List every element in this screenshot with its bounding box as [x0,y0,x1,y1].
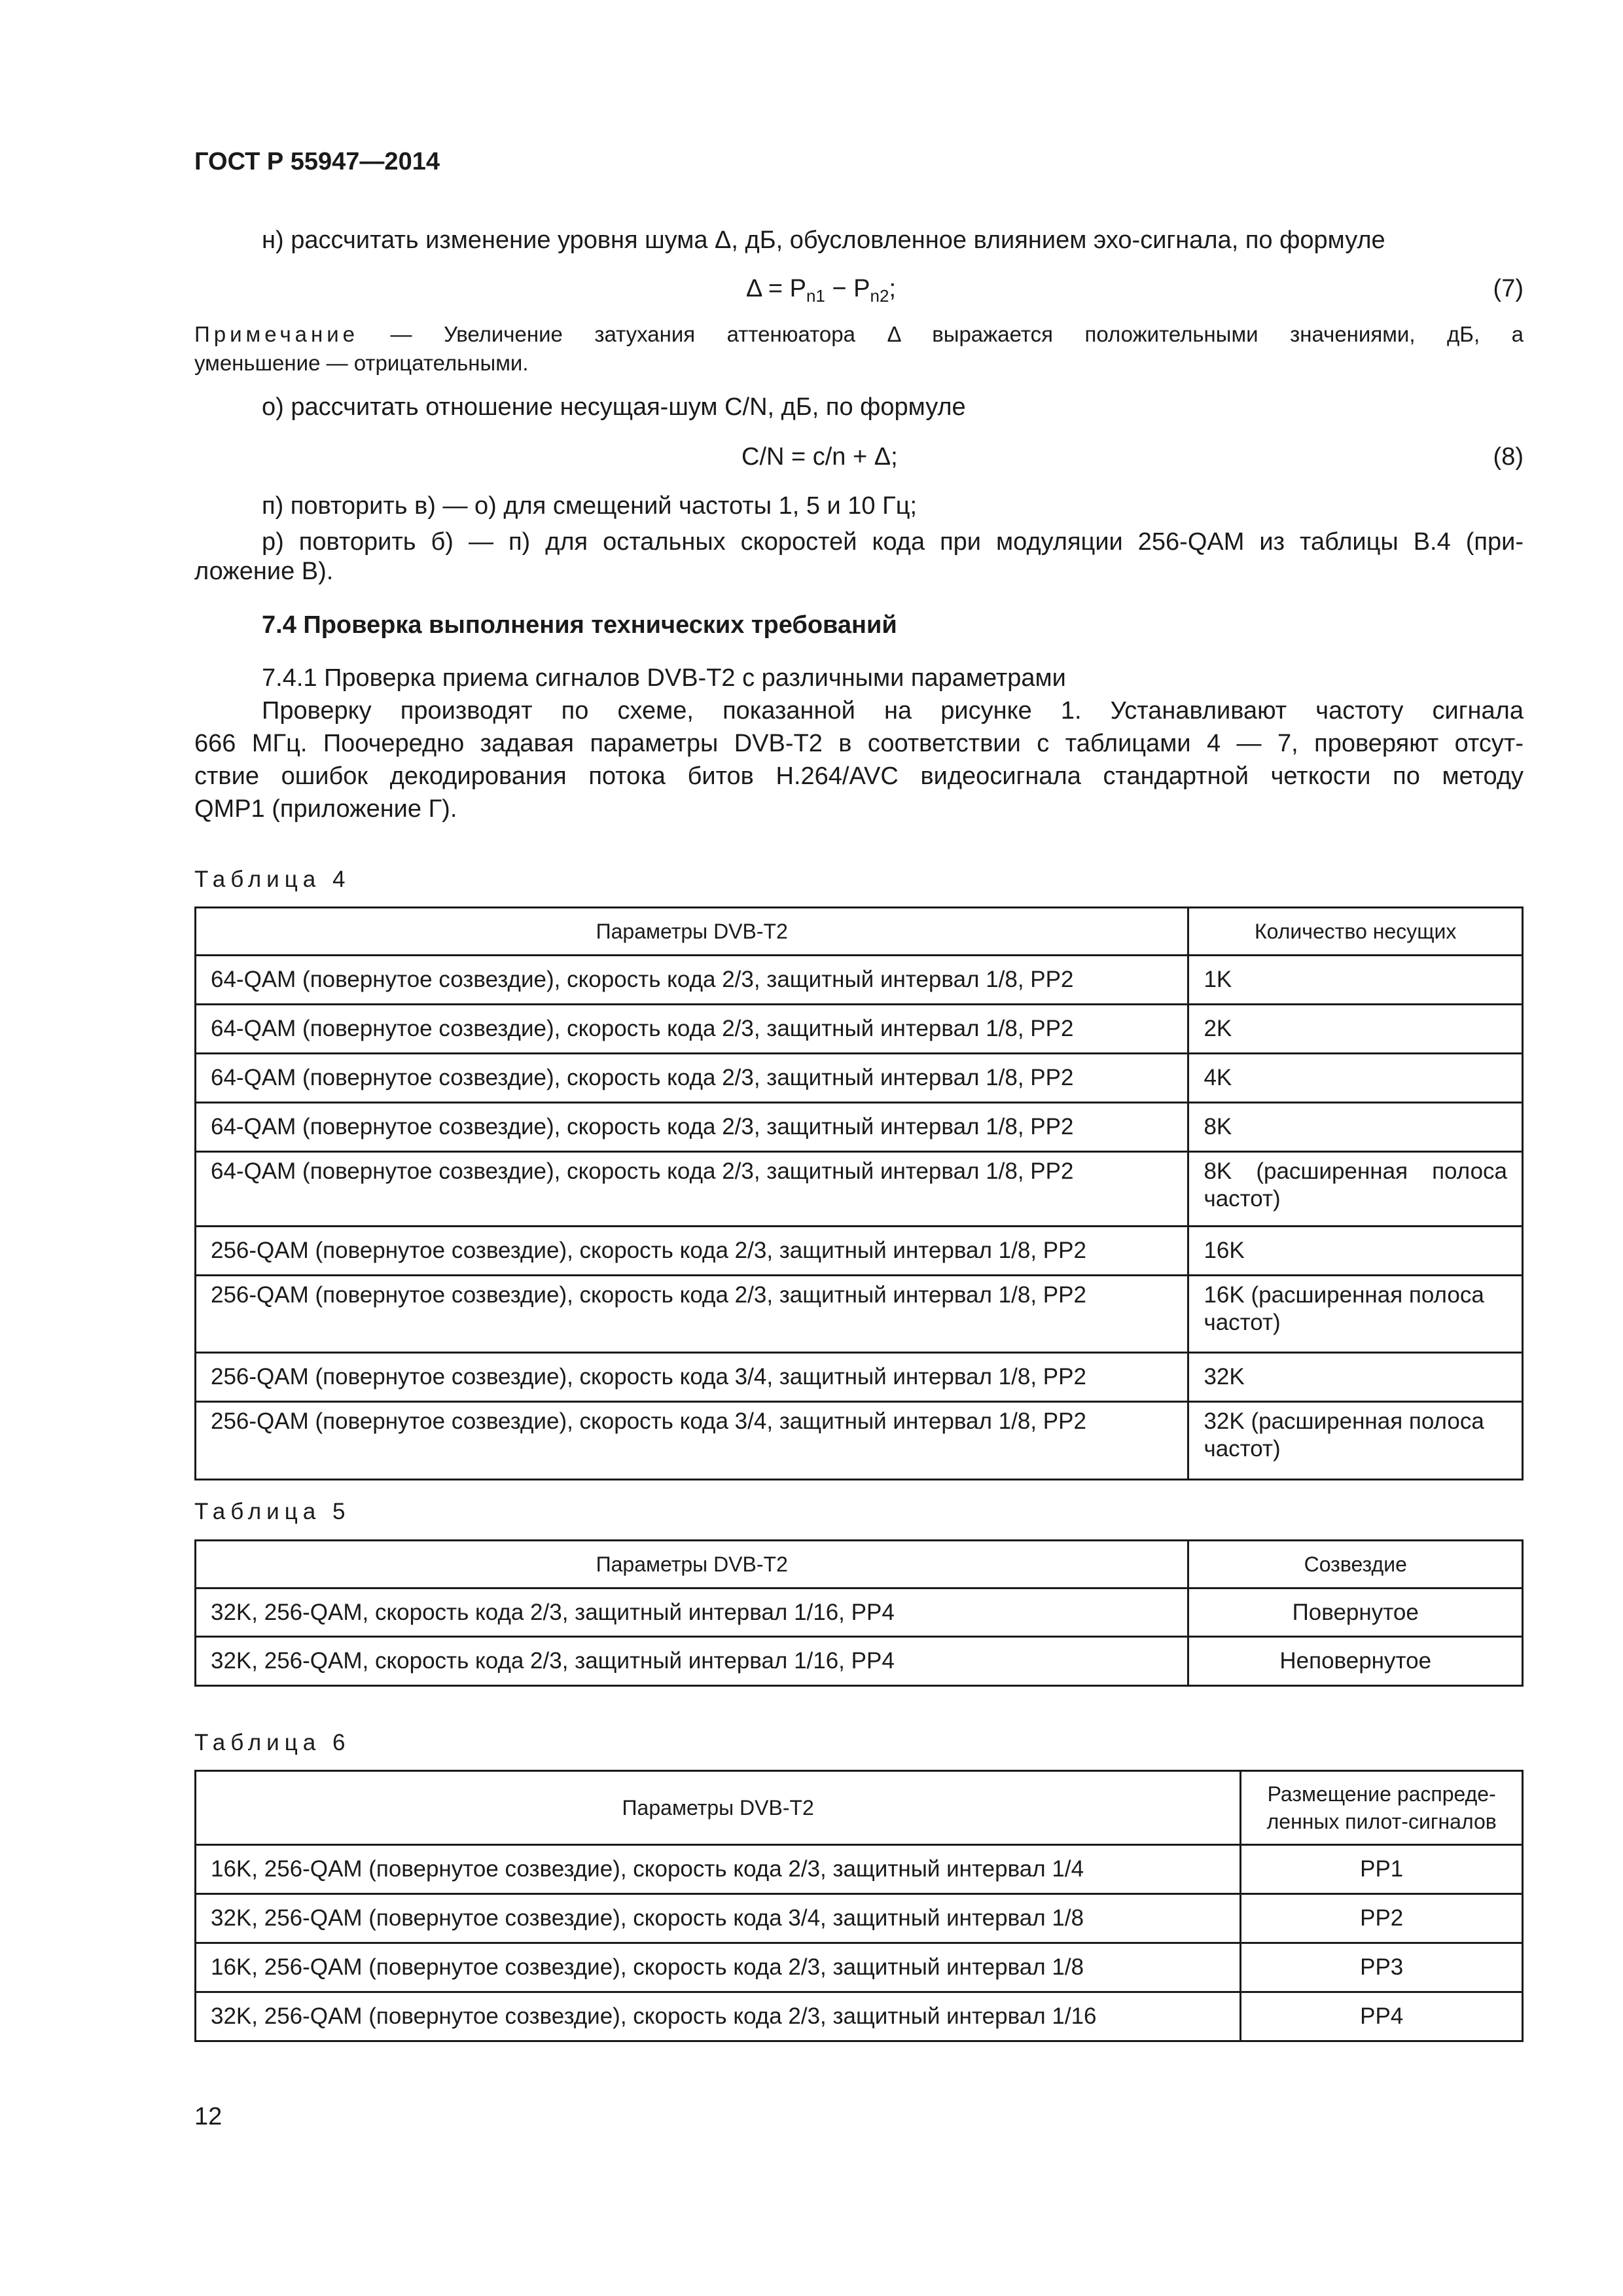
table-row [196,1353,1523,1402]
table-cell: 64-QAM (повернутое созвездие), скорость кода 2/3, защитный интервал 1/8, PP2 [196,956,1188,1005]
table-row [196,1402,1523,1480]
table-cell: 1K [1188,956,1523,1005]
table-cell: 16K, 256-QAM (повернутое созвездие), скорость кода 2/3, защитный интервал 1/8 [196,1943,1241,1992]
table-6 [194,1770,1524,2042]
table-row [196,1588,1523,1637]
note-text-2: уменьшение — отрицательными. [194,351,529,375]
table-cell: PP2 [1241,1894,1523,1943]
table-4 [194,906,1524,1480]
table-cell: 8K [1188,1103,1523,1152]
table-6-header-pilots-line2: ленных пилот-сигналов [1266,1810,1497,1833]
table-cell: 64-QAM (повернутое созвездие), скорость кода 2/3, защитный интервал 1/8, PP2 [196,1103,1188,1152]
item-r-line1: р) повторить б) — п) для остальных скоростей кода при модуляции 256-QAM из таблицы В.4 (при- [262,528,1524,556]
table-row [196,1992,1523,2041]
table-row [196,1005,1523,1054]
note [194,320,1524,378]
table-cell: 32K [1188,1353,1523,1402]
table-cell: Повернутое [1188,1588,1523,1637]
table-cell: 32K, 256-QAM, скорость кода 2/3, защитный интервал 1/16, PP4 [196,1588,1188,1637]
formula-8: C/N = c/n + Δ; [741,443,898,471]
item-o: о) рассчитать отношение несущая-шум C/N, дБ, по формуле [262,393,966,421]
table-cell: 256-QAM (повернутое созвездие), скорость кода 3/4, защитный интервал 1/8, PP2 [196,1402,1188,1480]
table-row [196,1845,1523,1894]
table-cell: PP4 [1241,1992,1523,2041]
table-cell: 32K, 256-QAM, скорость кода 2/3, защитный интервал 1/16, PP4 [196,1637,1188,1686]
table-row [196,1227,1523,1276]
table-5-header-constellation: Созвездие [1188,1541,1523,1588]
table-cell: 8K (расширенная полоса частот) [1188,1152,1523,1227]
item-p: п) повторить в) — о) для смещений частоты 1, 5 и 10 Гц; [262,492,918,520]
table-6-header-params: Параметры DVB-T2 [196,1771,1241,1845]
table-cell: 32K (расширенная полоса частот) [1188,1402,1523,1480]
table-cell: PP1 [1241,1845,1523,1894]
table-5 [194,1539,1524,1687]
formula-7: $\Delta = P_{n1} - P_{n2}$; [746,275,897,306]
table-6-header-pilots [1241,1771,1523,1845]
table-row [196,1894,1523,1943]
document-header: ГОСТ Р 55947—2014 [194,148,440,175]
section-heading: 7.4 Проверка выполнения технических требований [262,611,897,639]
note-text: — Увеличение затухания аттенюатора Δ выражается положительными значениями, дБ, а [359,322,1524,346]
table-4-caption: Таблица 4 [194,867,351,892]
table-cell: 32K, 256-QAM (повернутое созвездие), скорость кода 3/4, защитный интервал 1/8 [196,1894,1241,1943]
table-cell: 64-QAM (повернутое созвездие), скорость кода 2/3, защитный интервал 1/8, PP2 [196,1005,1188,1054]
table-4-header-carriers: Количество несущих [1188,908,1523,956]
formula-7-number: (7) [1493,275,1524,302]
table-cell: 256-QAM (повернутое созвездие), скорость кода 2/3, защитный интервал 1/8, PP2 [196,1276,1188,1353]
table-row [196,956,1523,1005]
table-row [196,1103,1523,1152]
table-cell: Неповернутое [1188,1637,1523,1686]
para-line-2: 666 МГц. Поочередно задавая параметры DVB-T2 в соответствии с таблицами 4 — 7, проверяют отсут- [194,730,1524,757]
para-line-4: QMP1 (приложение Г). [194,795,457,823]
table-cell: 256-QAM (повернутое созвездие), скорость кода 2/3, защитный интервал 1/8, PP2 [196,1227,1188,1276]
formula-8-number: (8) [1493,443,1524,471]
table-5-caption: Таблица 5 [194,1499,351,1524]
item-r-line2: ложение В). [194,558,334,585]
table-cell: 32K, 256-QAM (повернутое созвездие), скорость кода 2/3, защитный интервал 1/16 [196,1992,1241,2041]
note-label: Примечание [194,322,359,346]
table-row [196,1276,1523,1353]
table-cell: 4K [1188,1054,1523,1103]
table-5-header-params: Параметры DVB-T2 [196,1541,1188,1588]
para-line-3: ствие ошибок декодирования потока битов H.264/AVC видеосигнала стандартной четкости по методу [194,762,1524,790]
table-6-caption: Таблица 6 [194,1730,351,1755]
subsection-title: 7.4.1 Проверка приема сигналов DVB-T2 с различными параметрами [262,664,1066,692]
table-cell: 64-QAM (повернутое созвездие), скорость кода 2/3, защитный интервал 1/8, PP2 [196,1152,1188,1227]
table-row [196,1054,1523,1103]
table-cell: 16K (расширенная полоса частот) [1188,1276,1523,1353]
table-cell: 256-QAM (повернутое созвездие), скорость кода 3/4, защитный интервал 1/8, PP2 [196,1353,1188,1402]
table-cell: 64-QAM (повернутое созвездие), скорость кода 2/3, защитный интервал 1/8, PP2 [196,1054,1188,1103]
item-n: н) рассчитать изменение уровня шума Δ, дБ, обусловленное влиянием эхо-сигнала, по формуле [262,226,1385,254]
table-cell: PP3 [1241,1943,1523,1992]
table-row [196,1152,1523,1227]
table-4-header-params: Параметры DVB-T2 [196,908,1188,956]
para-line-1: Проверку производят по схеме, показанной на рисунке 1. Устанавливают частоту сигнала [262,697,1524,725]
table-6-header-pilots-line1: Размещение распреде- [1267,1782,1496,1806]
table-cell: 2K [1188,1005,1523,1054]
table-row [196,1943,1523,1992]
page-number: 12 [194,2103,223,2130]
table-cell: 16K [1188,1227,1523,1276]
table-cell: 16K, 256-QAM (повернутое созвездие), скорость кода 2/3, защитный интервал 1/4 [196,1845,1241,1894]
table-row [196,1637,1523,1686]
